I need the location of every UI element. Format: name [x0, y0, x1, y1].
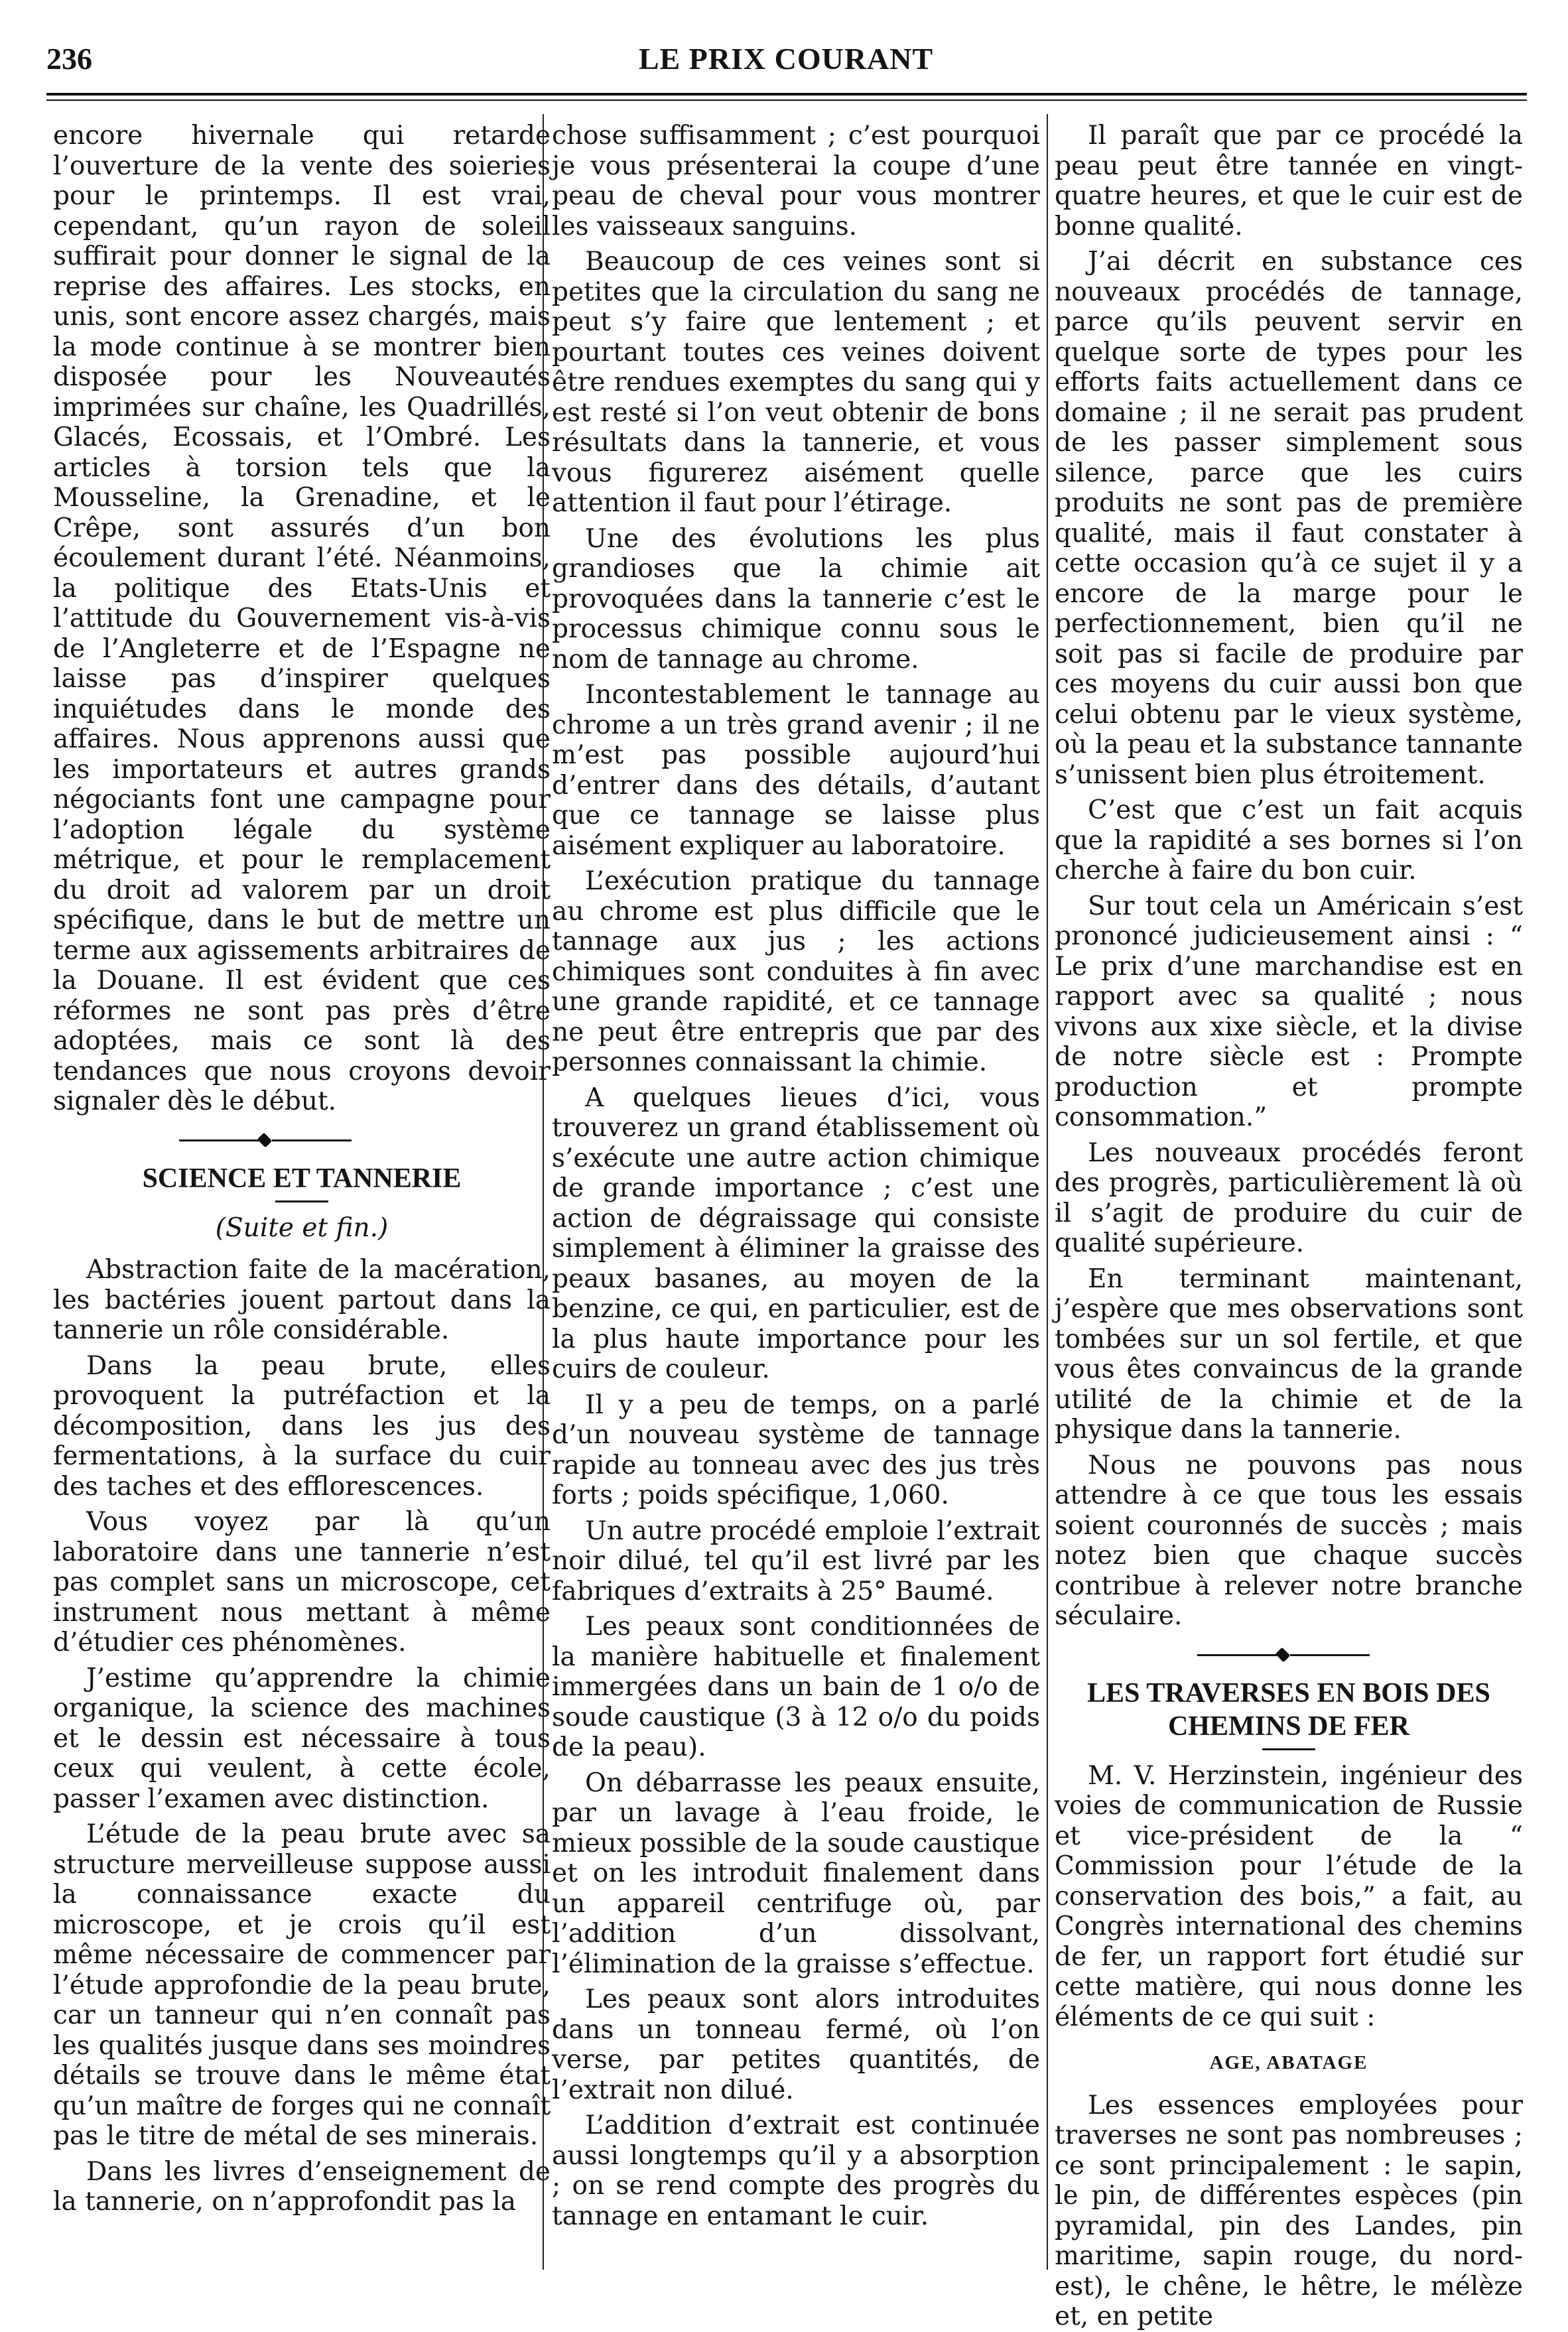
- paragraph: Dans les livres d’enseignement de la tannerie, on n’approfondit pas la: [53, 2156, 551, 2217]
- heading-rule: [275, 1200, 328, 1202]
- paragraph: En terminant maintenant, j’espère que mes observations sont tombées sur un sol fertile, et que vous êtes convaincus de la grande utilité de la chimie et de la physique dans la tannerie.: [1055, 1263, 1523, 1445]
- paragraph: C’est que c’est un fait acquis que la rapidité a ses bornes si l’on cherche à faire du bon cuir.: [1055, 795, 1523, 885]
- paragraph: Sur tout cela un Américain s’est prononcé judicieusement ainsi : “ Le prix d’une marchandise est en rapport avec sa qualité ; nous vivons aux xixe siècle, et la divise de notre siècle est : Prompte production et prompte consommation.”: [1055, 891, 1523, 1132]
- paragraph: Dans la peau brute, elles provoquent la putréfaction et la décomposition, dans les jus des fermentations, à la surface du cuir des taches et des efflorescences.: [53, 1350, 551, 1502]
- paragraph: Les peaux sont conditionnées de la manière habituelle et finalement immergées dans un bain de 1 o/o de soude caustique (3 à 12 o/o du poids de la peau).: [552, 1612, 1040, 1762]
- header-rule: [46, 93, 1527, 96]
- paragraph: Les peaux sont alors introduites dans un tonneau fermé, où l’on verse, par petites quantités, de l’extrait non dilué.: [552, 1984, 1040, 2105]
- paragraph: J’ai décrit en substance ces nouveaux procédés de tannage, parce qu’ils peuvent servir en quelque sorte de types pour les efforts faits actuellement dans ce domaine ; il ne serait pas prudent de les passer simplement sous silence, parce que les cuirs produits ne sont pas de première qualité, mais il faut constater à cette occasion qu’à ce sujet il y a encore de la marge pour le perfectionnement, bien qu’il ne soit pas si facile de produire par ces moyens du cuir aussi bon que celui obtenu par le vieux système, où la peau et la substance tannante s’unissent bien plus étroitement.: [1055, 247, 1523, 790]
- page-header: [46, 41, 1526, 81]
- sub-section-heading: AGE, ABATAGE: [1209, 2052, 1368, 2073]
- paragraph: Incontestablement le tannage au chrome a un très grand avenir ; il ne m’est pas possible aujourd’hui d’entrer dans des détails, d’autant que ce tannage se laisse plus aisément expliquer au laboratoire.: [552, 680, 1040, 861]
- paragraph: encore hivernale qui retarde l’ouverture de la vente des soieries pour le printemps. Il est vrai, cependant, qu’un rayon de soleil suffirait pour donner le signal de la reprise des affaires. Les stocks, en unis, sont encore assez chargés, mais la mode continue à se montrer bien disposée pour les Nouveautés imprimées sur chaîne, les Quadrillés, Glacés, Ecossais, et l’Ombré. Les articles à torsion tels que la Mousseline, la Grenadine, et le Crêpe, sont assurés d’un bon écoulement durant l’été. Néanmoins, la politique des Etats-Unis et l’attitude du Gouvernement vis-à-vis de l’Angleterre et de l’Espagne ne laisse pas d’inspirer quelques inquiétudes dans le monde des affaires. Nous apprenons aussi que les importateurs et autres grands négociants font une campagne pour l’adoption légale du système métrique, et pour le remplacement du droit ad valorem par un droit spécifique, dans le but de mettre un terme aux agissements arbitraires de la Douane. Il est évident que ces réformes ne sont pas près d’être adoptées, mais ce sont là des tendances que nous croyons devoir signaler dès le début.: [53, 121, 551, 1116]
- paragraph: L’addition d’extrait est continuée aussi longtemps qu’il y a absorption ; on se rend compte des progrès du tannage en entamant le cuir.: [552, 2110, 1040, 2231]
- paragraph: M. V. Herzinstein, ingénieur des voies de communication de Russie et vice-président de la “ Commission pour l’étude de la conservation des bois,” a fait, au Congrès international des chemins de fer, un rapport fort étudié sur cette matière, qui nous donne les éléments de ce qui suit :: [1055, 1760, 1523, 2032]
- column-1: [53, 121, 551, 2263]
- paragraph: J’estime qu’apprendre la chimie organique, la science des machines et le dessin est nécessaire à tous ceux qui veulent, à cette école, passer l’examen avec distinction.: [53, 1663, 551, 1814]
- column-3: [1055, 121, 1523, 2331]
- paragraph: Les nouveaux procédés feront des progrès, particulièrement là où il s’agit de produire du cuir de qualité supérieure.: [1055, 1137, 1523, 1258]
- paragraph: Vous voyez par là qu’un laboratoire dans une tannerie n’est pas complet sans un microscope, cet instrument nous mettant à même d’étudier ces phénomènes.: [53, 1507, 551, 1657]
- section-subheading: (Suite et fin.): [215, 1212, 389, 1243]
- section-ornament: [53, 1130, 551, 1150]
- section-heading: SCIENCE ET TANNERIE: [142, 1163, 462, 1194]
- paragraph: Abstraction faite de la macération, les bactéries jouent partout dans la tannerie un rôle considérable.: [53, 1255, 551, 1345]
- paragraph: Il y a peu de temps, on a parlé d’un nouveau système de tannage rapide au tonneau avec des jus très forts ; poids spécifique, 1,060.: [552, 1390, 1040, 1510]
- paragraph: Beaucoup de ces veines sont si petites que la circulation du sang ne peut s’y faire que lentement ; et pourtant toutes ces veines doivent être rendues exemptes du sang qui y est resté si l’on veut obtenir de bons résultats dans la tannerie, et vous vous figurerez aisément quelle attention il faut pour l’étirage.: [552, 247, 1040, 518]
- section-ornament: [1055, 1645, 1523, 1665]
- paragraph: chose suffisamment ; c’est pourquoi je vous présenterai la coupe d’une peau de cheval pour vous montrer les vaisseaux sanguins.: [552, 121, 1040, 241]
- paragraph: L’étude de la peau brute avec sa structure merveilleuse suppose aussi la connaissance exacte du microscope, et je crois qu’il est même nécessaire de commencer par l’étude approfondie de la peau brute, car un tanneur qui n’en connaît pas les qualités jusque dans ses moindres détails se trouve dans le même état qu’un maître de forges qui ne connaît pas le titre de métal de ses minerais.: [53, 1819, 551, 2151]
- page-number: 236: [46, 42, 92, 76]
- paragraph: Une des évolutions les plus grandioses que la chimie ait provoquées dans la tannerie c’est le processus chimique connu sous le nom de tannage au chrome.: [552, 523, 1040, 675]
- paragraph: Il paraît que par ce procédé la peau peut être tannée en vingt-quatre heures, et que le cuir est de bonne qualité.: [1055, 121, 1523, 241]
- paragraph: Les essences employées pour traverses ne sont pas nombreuses ; ce sont principalement : le sapin, le pin, de différentes espèces (pin pyramidal, pin des Landes, pin maritime, sapin rouge, du nord-est), le chêne, le hêtre, le mélèze et, en petite: [1055, 2090, 1523, 2331]
- heading-rule: [1262, 1748, 1315, 1750]
- column-divider: [1047, 114, 1048, 2270]
- paragraph: A quelques lieues d’ici, vous trouverez un grand établissement où s’exécute une autre action chimique de grande importance ; c’est une action de dégraissage qui consiste simplement à éliminer la graisse des peaux basanes, au moyen de la benzine, ce qui, en particulier, est de la plus haute importance pour les cuirs de couleur.: [552, 1082, 1040, 1384]
- paragraph: L’exécution pratique du tannage au chrome est plus difficile que le tannage aux jus ; les actions chimiques sont conduites à fin avec une grande rapidité, et ce tannage ne peut être entrepris que par des personnes connaissant la chimie.: [552, 866, 1040, 1077]
- paragraph: On débarrasse les peaux ensuite, par un lavage à l’eau froide, le mieux possible de la soude caustique et on les introduit finalement dans un appareil centrifuge où, par l’addition d’un dissolvant, l’élimination de la graisse s’effectue.: [552, 1768, 1040, 1979]
- paragraph: Nous ne pouvons pas nous attendre à ce que tous les essais soient couronnés de succès ; mais notez bien que chaque succès contribue à relever notre branche séculaire.: [1055, 1450, 1523, 1631]
- paragraph: Un autre procédé emploie l’extrait noir dilué, tel qu’il est livré par les fabriques d’extraits à 25° Baumé.: [552, 1516, 1040, 1606]
- header-rule-thin: [46, 99, 1527, 101]
- section-heading: LES TRAVERSES EN BOIS DES CHEMINS DE FER: [1087, 1677, 1490, 1742]
- column-2: [552, 121, 1040, 2263]
- journal-title: LE PRIX COURANT: [638, 42, 934, 76]
